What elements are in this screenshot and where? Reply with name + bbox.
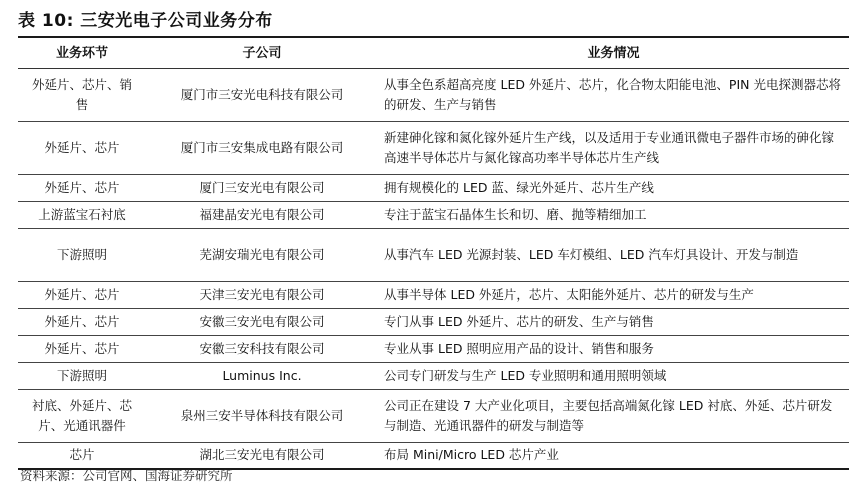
table-row	[18, 228, 849, 281]
cell-company: 安徽三安光电有限公司	[146, 308, 378, 335]
source-note: 资料来源：公司官网、国海证券研究所	[20, 468, 233, 483]
cell-company: 福建晶安光电有限公司	[146, 201, 378, 228]
table-header-row	[18, 40, 849, 68]
cell-segment: 外延片、芯片	[18, 308, 146, 335]
header-company: 子公司	[146, 40, 378, 68]
cell-company: 厦门市三安集成电路有限公司	[146, 121, 378, 174]
title-rule	[18, 36, 849, 38]
cell-segment: 下游照明	[18, 362, 146, 389]
table-row	[18, 335, 849, 362]
cell-business: 从事全色系超高亮度 LED 外延片、芯片，化合物太阳能电池、PIN 光电探测器芯将的研发、生产与销售	[378, 68, 849, 121]
table-row	[18, 442, 849, 469]
cell-segment: 外延片、芯片	[18, 281, 146, 308]
cell-company: 厦门市三安光电科技有限公司	[146, 68, 378, 121]
cell-company: 厦门三安光电有限公司	[146, 174, 378, 201]
cell-business: 布局 Mini/Micro LED 芯片产业	[378, 442, 849, 469]
cell-business: 专注于蓝宝石晶体生长和切、磨、抛等精细加工	[378, 201, 849, 228]
cell-segment: 衬底、外延片、芯片、光通讯器件	[18, 389, 146, 442]
table-row	[18, 201, 849, 228]
table-row	[18, 308, 849, 335]
cell-business: 公司专门研发与生产 LED 专业照明和通用照明领域	[378, 362, 849, 389]
cell-business: 新建砷化镓和氮化镓外延片生产线，以及适用于专业通讯微电子器件市场的砷化镓高速半导体芯片与氮化镓高功率半导体芯片生产线	[378, 121, 849, 174]
table-title: 表 10: 三安光电子公司业务分布	[18, 11, 273, 31]
cell-segment: 芯片	[18, 442, 146, 469]
cell-segment: 外延片、芯片	[18, 121, 146, 174]
cell-company: 泉州三安半导体科技有限公司	[146, 389, 378, 442]
cell-business: 从事半导体 LED 外延片，芯片、太阳能外延片、芯片的研发与生产	[378, 281, 849, 308]
cell-segment: 上游蓝宝石衬底	[18, 201, 146, 228]
table-row	[18, 362, 849, 389]
cell-company: 天津三安光电有限公司	[146, 281, 378, 308]
cell-company: 湖北三安光电有限公司	[146, 442, 378, 469]
cell-segment: 外延片、芯片	[18, 335, 146, 362]
table-row	[18, 174, 849, 201]
table-row	[18, 121, 849, 174]
cell-business: 拥有规模化的 LED 蓝、绿光外延片、芯片生产线	[378, 174, 849, 201]
cell-company: Luminus Inc.	[146, 362, 378, 389]
cell-business: 从事汽车 LED 光源封装、LED 车灯模组、LED 汽车灯具设计、开发与制造	[378, 228, 849, 281]
cell-company: 芜湖安瑞光电有限公司	[146, 228, 378, 281]
header-segment: 业务环节	[18, 40, 146, 68]
header-business: 业务情况	[378, 40, 849, 68]
table-row	[18, 389, 849, 442]
table-row	[18, 68, 849, 121]
subsidiary-table	[18, 40, 849, 470]
cell-segment: 下游照明	[18, 228, 146, 281]
cell-business: 专门从事 LED 外延片、芯片的研发、生产与销售	[378, 308, 849, 335]
table-row	[18, 281, 849, 308]
cell-business: 专业从事 LED 照明应用产品的设计、销售和服务	[378, 335, 849, 362]
cell-segment: 外延片、芯片	[18, 174, 146, 201]
cell-company: 安徽三安科技有限公司	[146, 335, 378, 362]
cell-segment: 外延片、芯片、销售	[18, 68, 146, 121]
cell-business: 公司正在建设 7 大产业化项目，主要包括高端氮化镓 LED 衬底、外延、芯片研发与制造、光通讯器件的研发与制造等	[378, 389, 849, 442]
